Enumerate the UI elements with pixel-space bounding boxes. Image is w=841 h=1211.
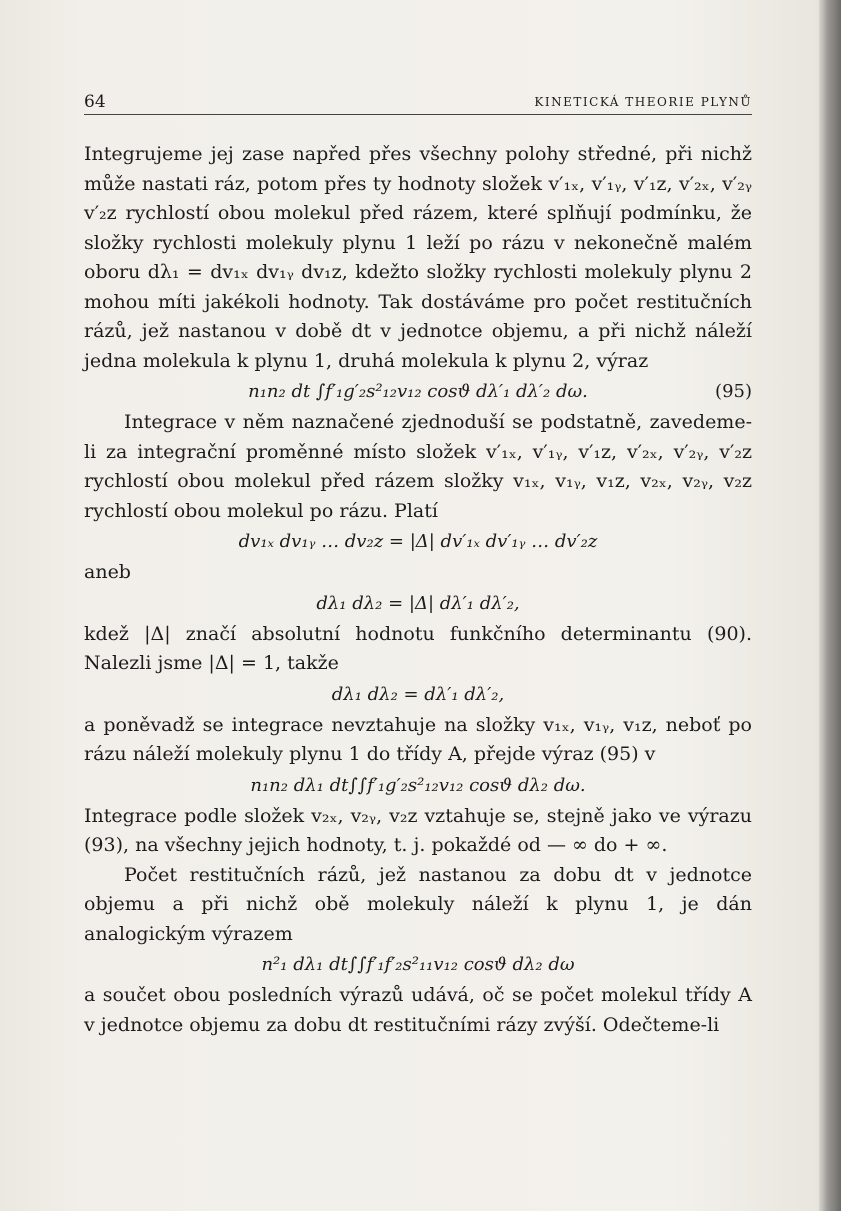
equation-same-gas-expression: n²₁ dλ₁ dt∫∫f′₁f′₂s²₁₁v₁₂ cosϑ dλ₂ dω xyxy=(261,954,575,975)
equation-lambda-unit-expression: dλ₁ dλ₂ = dλ′₁ dλ′₂, xyxy=(331,683,505,705)
paragraph-8: a součet obou posledních výrazů udává, oč se počet molekul třídy A v jednotce objemu za dobu dt restitučními rázy zvýší. Odečteme-li xyxy=(84,984,752,1036)
paragraph-4: kdež |Δ| značí absolutní hodnotu funkčního determinantu (90). Nalezli jsme |Δ| = 1, takže xyxy=(84,622,752,674)
running-title: KINETICKÁ THEORIE PLYNŮ xyxy=(534,95,752,109)
paragraph-7: Počet restitučních rázů, jež nastanou za dobu dt v jednotce objemu a při nichž obě molekuly náleží k plynu 1, je dán analogickým výrazem xyxy=(84,863,752,945)
equation-95-expression: n₁n₂ dt ∫f′₁g′₂s²₁₂v₁₂ cosϑ dλ′₁ dλ′₂ dω. xyxy=(248,381,588,402)
equation-95-number: (95) xyxy=(715,381,752,402)
page-edge-shadow xyxy=(819,0,841,1211)
equation-same-gas xyxy=(84,949,752,981)
page-number: 64 xyxy=(84,92,106,112)
page-header xyxy=(84,92,752,115)
equation-lambda-unit xyxy=(84,679,752,711)
paragraph-6: Integrace podle složek v₂ₓ, v₂ᵧ, v₂z vztahuje se, stejně jako ve výrazu (93), na všechny jejich hodnoty, t. j. pokaždé od — ∞ do + ∞. xyxy=(84,804,752,856)
equation-reduced xyxy=(84,770,752,802)
paragraph-5: a poněvadž se integrace nevztahuje na složky v₁ₓ, v₁ᵧ, v₁z, neboť po rázu náleží molekuly plynu 1 do třídy A, přejde výraz (95) v xyxy=(84,713,752,765)
paragraph-2: Integrace v něm naznačené zjednoduší se podstatně, zavedeme-li za integrační proměnné místo složek v′₁ₓ, v′₁ᵧ, v′₁z, v′₂ₓ, v′₂ᵧ, v′₂z rychlostí obou molekul před rázem složky v₁ₓ, v₁ᵧ, v₁z, v₂ₓ, v₂ᵧ, v₂z rychlostí obou molekul po rázu. Platí xyxy=(84,411,752,522)
paragraph-3: aneb xyxy=(84,561,131,583)
equation-lambda xyxy=(84,588,752,620)
equation-95 xyxy=(84,376,752,408)
equation-jacobian xyxy=(84,526,752,558)
paragraph-1: Integrujeme jej zase napřed přes všechny polohy středné, při nichž může nastati ráz, potom přes ty hodnoty složek v′₁ₓ, v′₁ᵧ, v′₁z, v′₂ₓ, v′₂ᵧ v′₂z rychlostí obou molekul před rázem, které splňují podmínku, že složky rychlosti molekuly plynu 1 leží po rázu v nekonečně malém oboru dλ₁ = dv₁ₓ dv₁ᵧ dv₁z, kdežto složky rychlosti molekuly plynu 2 mohou míti jakékoli hodnoty. Tak dostáváme pro počet restitučních rázů, jež nastanou v době dt v jednotce objemu, a při nichž náleží jedna molekula k plynu 1, druhá molekula k plynu 2, výraz xyxy=(84,143,752,372)
main-text xyxy=(84,140,752,1040)
equation-reduced-expression: n₁n₂ dλ₁ dt∫∫f′₁g′₂s²₁₂v₁₂ cosϑ dλ₂ dω. xyxy=(250,774,586,796)
equation-lambda-expression: dλ₁ dλ₂ = |Δ| dλ′₁ dλ′₂, xyxy=(316,592,520,614)
equation-jacobian-expression: dv₁ₓ dv₁ᵧ … dv₂z = |Δ| dv′₁ₓ dv′₁ᵧ … dv′₂z xyxy=(238,531,598,552)
